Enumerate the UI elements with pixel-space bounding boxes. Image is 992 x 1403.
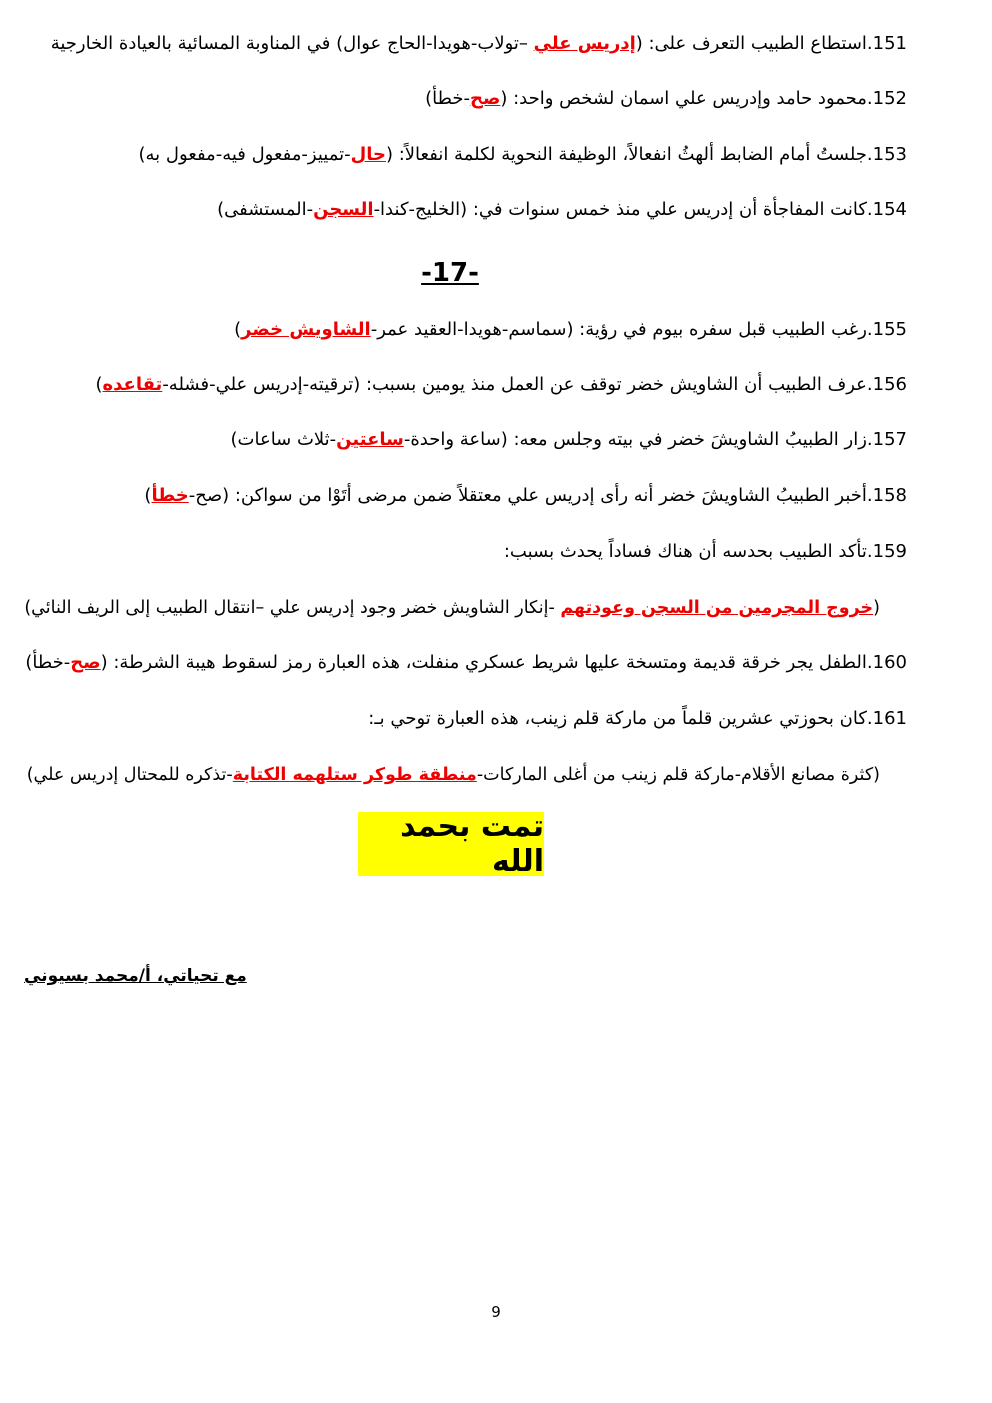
question-160 <box>25 651 907 675</box>
question-155 <box>234 318 907 342</box>
question-text-end: -خطأ) <box>25 652 71 673</box>
closing-text: تمت بحمد الله <box>400 809 544 879</box>
question-text-start: ( <box>873 598 880 618</box>
question-157 <box>231 428 908 452</box>
question-text-start: (كثرة مصانع الأقلام-ماركة قلم زينب من أغلى الماركات- <box>476 765 880 785</box>
answer-highlight: خروج المجرمين من السجن وعودتهم <box>560 598 874 618</box>
question-text: 159.تأكد الطبيب بحدسه أن هناك فساداً يحدث بسبب: <box>503 541 907 562</box>
question-154 <box>217 198 907 222</box>
question-text-start: 160.الطفل يجر خرقة قديمة ومتسخة عليها شريط عسكري منفلت، هذه العبارة رمز لسقوط هيبة الشرطة: ( <box>100 652 907 673</box>
question-text-start: 152.محمود حامد وإدريس علي اسمان لشخص واحد: ( <box>500 88 907 109</box>
question-159-options <box>24 596 880 620</box>
question-151 <box>51 32 907 56</box>
answer-highlight: ساعتين <box>336 429 404 450</box>
answer-highlight: إدريس علي <box>533 33 636 54</box>
question-153 <box>138 143 907 167</box>
answer-highlight: الشاويش خضر <box>241 319 371 340</box>
question-text-end: -المستشفى) <box>217 199 314 220</box>
answer-highlight: صح <box>70 652 101 673</box>
question-text-start: 157.زار الطبيبُ الشاويشَ خضر في بيته وجلس معه: (ساعة واحدة- <box>403 429 907 450</box>
question-text-start: 154.كانت المفاجأة أن إدريس علي منذ خمس سنوات في: (الخليج-كندا- <box>373 199 907 220</box>
answer-highlight: حال <box>350 144 386 165</box>
question-152 <box>425 87 907 111</box>
signature: مع تحياتي، أ/محمد بسيوني <box>24 966 247 986</box>
question-text-start: 156.عرف الطبيب أن الشاويش خضر توقف عن العمل منذ يومين بسبب: (ترقيته-إدريس علي-فشله- <box>162 374 907 395</box>
answer-highlight: صح <box>469 88 501 109</box>
answer-highlight: السجن <box>313 199 374 220</box>
question-text-end: -تمييز-مفعول فيه-مفعول به) <box>138 144 351 165</box>
closing-banner <box>358 809 544 879</box>
answer-highlight: تقاعده <box>102 374 163 395</box>
question-158 <box>144 484 907 508</box>
question-text-end: ) <box>144 485 152 506</box>
question-text-end: ) <box>234 319 242 340</box>
question-text-start: 155.رغب الطبيب قبل سفره بيوم في رؤية: (سماسم-هويدا-العقيد عمر- <box>370 319 907 340</box>
question-159 <box>504 540 907 564</box>
question-text-end: -ثلاث ساعات) <box>230 429 337 450</box>
question-text-end: -تذكره للمحتال إدريس علي) <box>26 765 233 785</box>
question-text-start: 151.استطاع الطبيب التعرف على: ( <box>635 33 907 54</box>
question-text-end: ) <box>95 374 103 395</box>
question-text-end: –تولاب-هويدا-الحاج عوال) في المناوبة المسائية بالعيادة الخارجية <box>50 33 534 54</box>
answer-highlight: خطأ <box>151 485 189 506</box>
question-161-options <box>27 763 880 787</box>
question-156 <box>95 373 907 397</box>
answer-highlight: منطقة طوكر ستلهمه الكتابة <box>232 765 477 785</box>
question-text: 161.كان بحوزتي عشرين قلماً من ماركة قلم زينب، هذه العبارة توحي بـ: <box>368 708 907 729</box>
question-text-start: 158.أخبر الطبيبُ الشاويشَ خضر أنه رأى إدريس علي معتقلاً ضمن مرضى أتَوْا من سواكن: (صح- <box>188 485 907 506</box>
page-number: 9 <box>491 1303 501 1321</box>
question-161 <box>368 707 907 731</box>
question-text-end: -إنكار الشاويش خضر وجود إدريس علي –انتقال الطبيب إلى الريف النائي) <box>24 598 561 618</box>
question-text-start: 153.جلستُ أمام الضابط ألهثُ انفعالاً، الوظيفة النحوية لكلمة انفعالاً: ( <box>385 144 907 165</box>
question-text-end: -خطأ) <box>425 88 470 109</box>
section-number: -17- <box>421 258 479 288</box>
